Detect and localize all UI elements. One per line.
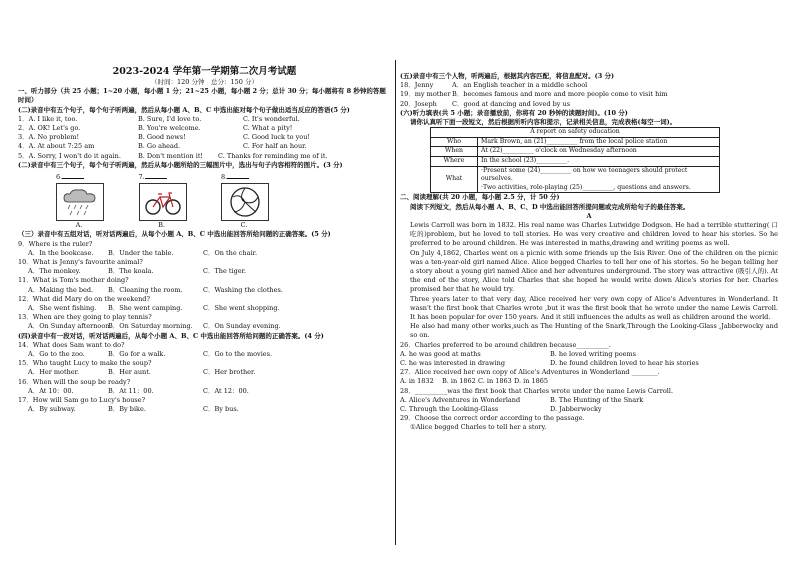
reading-instruction: 阅读下列短文，然后从每小题 A、B、C、D 中选出能回答所提问题或完成所给句子的最佳答案。 (410, 202, 690, 211)
question-3: 3．A. No problem! B. Good news! C. Good luck to you! (18, 133, 311, 142)
column-divider (395, 60, 396, 545)
part5-instruction: (五)录音中有三个人物，听两遍后，根据其内容匹配，将信息配对。(3 分) (400, 72, 615, 80)
question-17: 17．How will Sam go to Lucy's house? (18, 396, 146, 405)
listening-section-title: 一、听力部分（共 25 小题；1~20 小题，每小题 1 分；21~25 小题，每小题 2 分；总计 30 分；每小题将有 8 秒钟的答题时间） (18, 87, 386, 105)
question-26: 26．Charles preferred to be around children because__________. A. he was good at maths B. he loved writing poems C. he was interested in drawing D. he found children loved to hear his stories (400, 340, 699, 368)
question-28: 28．__________was the first book that Charles wrote under the name Lewis Carroll. A. Alice's Adventures in Wonderland B. The Hunting of the Snark C. Through the Looking-Glass D. Jabberwocky (400, 386, 674, 414)
match-19: 19．my mother B．becomes famous and more and more people come to visit him (400, 90, 668, 99)
part2-instruction: (二)录音中有三个句子，每个句子听两遍，然后从每小题所给的三幅图片中，选出与句子内容相符的图片。(3 分) (18, 160, 343, 169)
question-16: 16．When will the soup be ready? (18, 377, 131, 386)
match-18: 18．Jenny A．an English teacher in a middle school (400, 81, 588, 90)
match-20: 20．Joseph C．good at dancing and loved by us (400, 99, 571, 108)
question-13: 13．When are they going to play tennis? (18, 313, 152, 322)
safety-report-table (430, 127, 720, 193)
table-row: What ·Present some (24)__________ on how we teenagers should protect ourselves. ·Two activities, role-playing (25)__________, questions and answers. (431, 166, 720, 193)
part6-instruction-2: 请你认真听下面一段短文，然后根据所听内容和提示，记录相关信息，完成表格(每空一词)。 (410, 118, 677, 127)
table-row: When At (22)__________ o'clock on Wednesday afternoon (431, 147, 720, 157)
part3-items: 9．Where is the ruler? A．In the bookcase. B．Under the table. C．On the chair. 10．What is Jenny's favourite animal? A．The monkey. B．The koala. C．The tiger. 11．What is Tom's mother doing? A．Making the bed. B．Cleaning the room. C．Washing the clothes. 12．What did Mary do on the weekend? A．She went fishing. B．She went camping. C．She went shopping. 13．When are they going to play tennis? A．On Sunday afternoon. B．On Saturday morning. C．On Sunday evening. (18, 240, 391, 332)
volleyball-icon (221, 183, 269, 221)
exam-title: 2023-2024 学年第一学期第二次月考试题 (112, 66, 297, 77)
question-11: 11．What is Tom's mother doing? (18, 276, 129, 285)
picture-6: 6. A. (56, 172, 111, 230)
question-27: 27．Alice received her own copy of Alice's Adventures in Wonderland ________. A. in 1832 B. in 1862 C. in 1863 D. in 1865 (400, 368, 660, 386)
part3-instruction: （三）录音中有五组对话，听对话两遍后，从每个小题 A、B、C 中选出能回答所给问题的正确答案。(5 分) (18, 230, 331, 239)
table-row: Where In the school (23)__________. (431, 157, 720, 167)
passage-paragraph: Lewis Carroll was born in 1832. His real name was Charles Lutwidge Dodgson. He had a terrible stuttering( 口吃的)problem, but he loved to tell stories. He was very creative and children loved to hear his stories. So he preferred to be around children. He was interested in maths,drawing and writing poems as well. (410, 220, 778, 248)
picture-7: 7. B. (139, 172, 194, 230)
question-29: 29．Choose the correct order according to the passage. ①Alice begged Charles to tell her a story. (400, 414, 585, 432)
part1-instruction: (二)录音中有五个句子，每个句子听两遍，然后从每小题 A、B、C 中选出能对每个句子做出适当反应的答语(5 分) (18, 105, 350, 114)
passage-paragraph: On July 4,1862, Charles went on a picnic with some friends up the Isis River. One of the children on the picnic was a ten-year-old girl named Alice. Alice begged Charles to tell her one of his stories. So he began telling her a story about a young girl named Alice and her adventures underground. The story was attractive (吸引人的). At the end of the story, Alice told Charles that she hoped he would write down Alice's stories for her. Charles promised her that he would try. (410, 248, 778, 294)
question-9: 9．Where is the ruler? (18, 239, 93, 248)
question-10: 10．What is Jenny's favourite animal? (18, 258, 143, 267)
part4-items: 14．What does Sam want to do? A．Go to the zoo. B．Go for a walk. C．Go to the movies. 15．Who taught Lucy to make the soup? A．Her mother. B．Her aunt. C．Her brother. 16．When will the soup be ready? A．At 10：00. B．At 11：00. C．At 12：00. 17．How will Sam go to Lucy's house? A．By subway. B．By bike. C．By bus. (18, 341, 391, 415)
question-12: 12．What did Mary do on the weekend? (18, 294, 150, 303)
passage-paragraph: He also had many other works,such as The Hunting of the Snark,Through the Looking-Glass ,Jabberwocky and so on. (410, 322, 778, 340)
part6-instruction: (六)听力填表(共 5 小题；录音播放前，你将有 20 秒钟的读题时间)。(10 分) (400, 108, 628, 117)
question-2: 2．A. OK! Let's go. B. You're welcome. C. What a pity! (18, 124, 293, 133)
table-row: Who Mark Brown, an (21)__________ from the local police station (431, 137, 720, 147)
rain-cloud-icon (56, 183, 104, 221)
right-column (400, 72, 778, 433)
question-4: 4．A. At about 7:25 am B. Go ahead. C. For half an hour. (18, 142, 307, 151)
bicycle-icon (139, 183, 187, 221)
table-caption: A report on safety education (431, 128, 720, 138)
part4-instruction: (四)录音中有一段对话，听对话两遍后，从每个小题 A、B、C 中选出能回答所给问题的正确答案。(4 分) (18, 331, 324, 340)
left-column (18, 0, 391, 415)
question-5: 5．A. Sorry, I won't do it again. B. Don't mention it! C. Thanks for reminding me of it. (18, 151, 328, 160)
passage-paragraph: Three years later to that very day, Alice received her very own copy of Alice's Adventures in Wonderland. It wasn't the first book that Charles wrote ,but it was the first book that he wrote under the name Lewis Carroll. It has been popular for over 150 years. And it still influences the adults as well as children around the world. (410, 294, 778, 322)
exam-time-score: （时间：120 分钟 总分：150 分） (151, 78, 258, 86)
question-1: 1．A. I like it, too. B. Sure, I'd love to. C. It's wonderful. (18, 114, 300, 123)
passage-label: A (586, 211, 592, 220)
reading-section-title: 二、阅读理解(共 20 小题，每小题 2.5 分，计 50 分) (400, 193, 560, 202)
picture-row (56, 172, 276, 230)
question-14: 14．What does Sam want to do? (18, 340, 125, 349)
picture-8: 8. C. (221, 172, 276, 230)
question-15: 15．Who taught Lucy to make the soup? (18, 359, 152, 368)
part1-items (18, 115, 391, 161)
